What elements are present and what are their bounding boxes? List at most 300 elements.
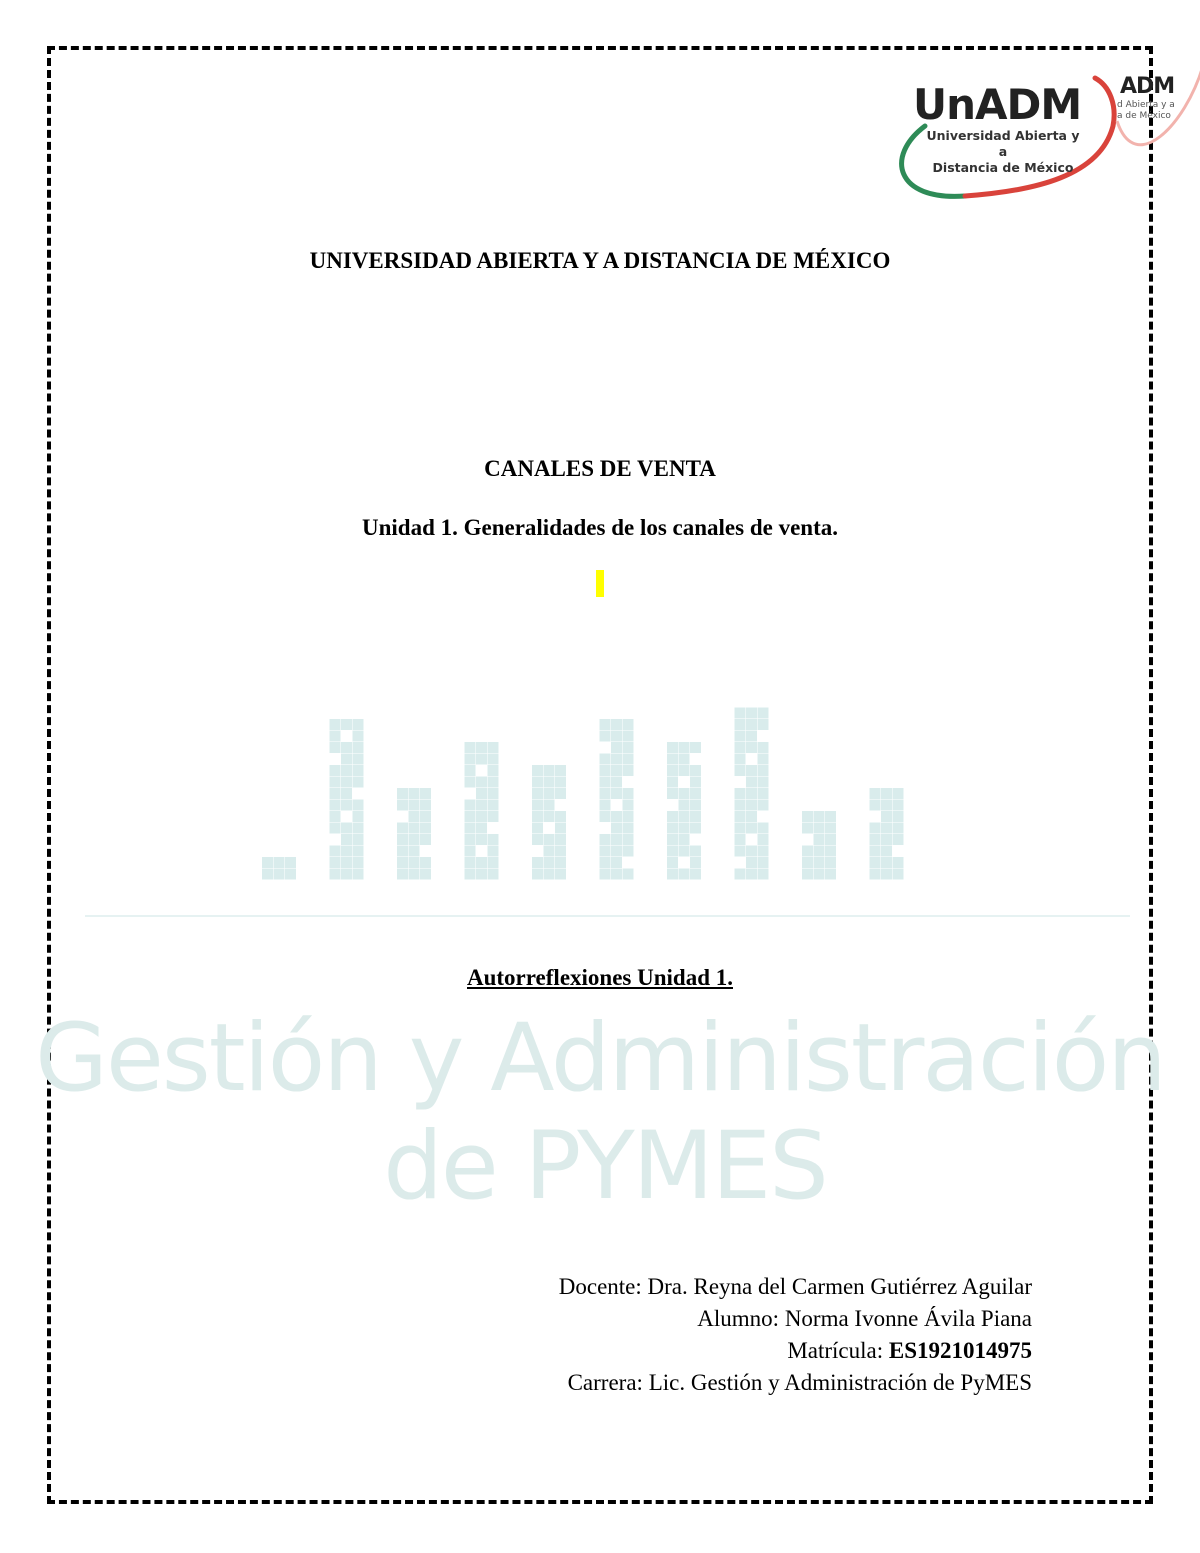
bar-cell — [544, 765, 555, 776]
bar-cell — [397, 788, 408, 799]
bar-cell — [330, 846, 341, 857]
bar-cell — [746, 708, 757, 719]
bar-cell — [555, 811, 566, 822]
bar-cell — [555, 823, 566, 834]
bar-cell — [353, 800, 364, 811]
bar-cell — [409, 857, 420, 868]
bar-cell — [893, 857, 904, 868]
bar-cell — [341, 800, 352, 811]
bar-cell — [814, 857, 825, 868]
bar-cell — [611, 823, 622, 834]
bar-cell — [274, 857, 285, 868]
bar-cell — [623, 742, 634, 753]
bar-cell — [476, 869, 487, 880]
bar-cell — [881, 823, 892, 834]
bar-cell — [679, 811, 690, 822]
bar-cell — [746, 731, 757, 742]
bar-cell — [476, 823, 487, 834]
bar-cell — [420, 800, 431, 811]
carrera-label: Carrera: — [567, 1370, 649, 1395]
decorative-bar — [870, 788, 904, 880]
bar-cell — [330, 742, 341, 753]
bar-cell — [353, 742, 364, 753]
bar-cell — [735, 708, 746, 719]
docente-value: Dra. Reyna del Carmen Gutiérrez Aguilar — [647, 1274, 1032, 1299]
bar-cell — [667, 869, 678, 880]
bar-cell — [870, 800, 881, 811]
bar-cell — [341, 742, 352, 753]
bar-cell — [893, 788, 904, 799]
bar-cell — [690, 742, 701, 753]
bar-cell — [758, 708, 769, 719]
carrera-value: Lic. Gestión y Administración de PyMES — [648, 1370, 1032, 1395]
bar-cell — [476, 811, 487, 822]
bar-cell — [544, 834, 555, 845]
bar-cell — [465, 754, 476, 765]
bar-cell — [735, 800, 746, 811]
bar-cell — [600, 857, 611, 868]
bar-cell — [690, 777, 701, 788]
bar-cell — [353, 719, 364, 730]
bar-cell — [623, 811, 634, 822]
bar-cell — [397, 800, 408, 811]
bar-cell — [409, 823, 420, 834]
bar-cell — [690, 800, 701, 811]
watermark-line1: Gestión y Administración — [35, 1004, 1165, 1113]
logo-ghost-name: ADM — [1120, 74, 1175, 99]
bar-cell — [341, 754, 352, 765]
alumno-label: Alumno: — [697, 1306, 785, 1331]
bar-cell — [679, 800, 690, 811]
bar-cell — [611, 834, 622, 845]
bar-cell — [465, 834, 476, 845]
bar-cell — [555, 857, 566, 868]
bar-cell — [600, 754, 611, 765]
bar-cell — [532, 800, 543, 811]
bar-cell — [893, 811, 904, 822]
decorative-bar — [600, 719, 634, 880]
section-subtitle — [0, 965, 1200, 991]
bar-cell — [409, 788, 420, 799]
bar-cell — [690, 823, 701, 834]
bar-cell — [488, 846, 499, 857]
bar-cell — [555, 846, 566, 857]
bar-cell — [667, 834, 678, 845]
bar-cell — [330, 731, 341, 742]
bar-cell — [746, 777, 757, 788]
bar-cell — [330, 823, 341, 834]
bar-cell — [758, 788, 769, 799]
bar-cell — [420, 823, 431, 834]
bar-cell — [881, 869, 892, 880]
bar-cell — [353, 765, 364, 776]
bar-cell — [611, 742, 622, 753]
bar-cell — [274, 869, 285, 880]
bar-cell — [814, 846, 825, 857]
bar-cell — [330, 869, 341, 880]
bar-cell — [623, 765, 634, 776]
bar-cell — [814, 811, 825, 822]
bar-cell — [476, 754, 487, 765]
docente-line — [559, 1271, 1032, 1303]
bar-cell — [330, 765, 341, 776]
bar-cell — [802, 823, 813, 834]
bar-cell — [420, 834, 431, 845]
bar-cell — [611, 765, 622, 776]
bar-cell — [341, 788, 352, 799]
bar-cell — [488, 834, 499, 845]
bar-cell — [488, 765, 499, 776]
bar-cell — [735, 719, 746, 730]
bar-cell — [735, 742, 746, 753]
bar-cell — [746, 823, 757, 834]
bar-cell — [746, 811, 757, 822]
bar-cell — [802, 869, 813, 880]
bar-cell — [544, 788, 555, 799]
university-name: UNIVERSIDAD ABIERTA Y A DISTANCIA DE MÉXICO — [309, 248, 891, 273]
bar-cell — [341, 719, 352, 730]
bar-cell — [544, 846, 555, 857]
bar-cell — [476, 788, 487, 799]
bar-cell — [623, 788, 634, 799]
bar-cell — [544, 811, 555, 822]
bar-cell — [476, 742, 487, 753]
bar-cell — [353, 754, 364, 765]
bar-cell — [341, 765, 352, 776]
bar-cell — [544, 800, 555, 811]
bar-cell — [735, 765, 746, 776]
bar-cell — [802, 857, 813, 868]
bar-cell — [397, 869, 408, 880]
bar-cell — [555, 869, 566, 880]
bar-cell — [341, 869, 352, 880]
bar-cell — [555, 765, 566, 776]
divider-line — [85, 915, 1130, 917]
bar-cell — [341, 834, 352, 845]
bar-cell — [758, 777, 769, 788]
bar-cell — [476, 857, 487, 868]
bar-cell — [465, 857, 476, 868]
bar-cell — [611, 788, 622, 799]
bar-cell — [409, 811, 420, 822]
bar-cell — [870, 869, 881, 880]
bar-cell — [600, 800, 611, 811]
bar-cell — [690, 857, 701, 868]
bar-cell — [532, 857, 543, 868]
bar-cell — [532, 788, 543, 799]
decorative-bar — [465, 742, 499, 880]
bar-cell — [758, 823, 769, 834]
matricula-value: ES1921014975 — [888, 1338, 1032, 1363]
bar-cell — [544, 857, 555, 868]
logo-subtitle-line1: Universidad Abierta y a — [926, 128, 1080, 159]
bar-cell — [532, 765, 543, 776]
bar-cell — [758, 834, 769, 845]
bar-cell — [600, 811, 611, 822]
decorative-bar — [802, 811, 836, 880]
bar-cell — [330, 857, 341, 868]
bar-cell — [746, 719, 757, 730]
bar-cell — [870, 834, 881, 845]
logo-name: UnADM — [913, 80, 1082, 129]
author-info — [559, 1271, 1032, 1399]
bar-cell — [397, 834, 408, 845]
bar-cell — [330, 788, 341, 799]
alumno-line — [559, 1303, 1032, 1335]
bar-cell — [667, 823, 678, 834]
bar-cell — [285, 857, 296, 868]
bar-cell — [758, 754, 769, 765]
bar-cell — [341, 777, 352, 788]
bar-cell — [623, 719, 634, 730]
bar-cell — [667, 754, 678, 765]
bar-cell — [735, 823, 746, 834]
carrera-line — [559, 1367, 1032, 1399]
bar-cell — [611, 869, 622, 880]
bar-cell — [814, 823, 825, 834]
document-title: CANALES DE VENTA — [484, 456, 716, 481]
bar-cell — [409, 834, 420, 845]
decorative-bar — [262, 857, 296, 880]
bar-cell — [870, 846, 881, 857]
bar-cell — [758, 765, 769, 776]
bar-cell — [881, 834, 892, 845]
bar-cell — [600, 846, 611, 857]
bar-cell — [623, 731, 634, 742]
bar-cell — [341, 846, 352, 857]
bar-cell — [488, 754, 499, 765]
bar-cell — [746, 869, 757, 880]
bar-cell — [735, 846, 746, 857]
bar-cell — [667, 765, 678, 776]
bar-cell — [600, 777, 611, 788]
bar-cell — [488, 777, 499, 788]
bar-cell — [488, 788, 499, 799]
bar-cell — [881, 800, 892, 811]
matricula-line — [559, 1335, 1032, 1367]
bar-cell — [555, 788, 566, 799]
bar-cell — [420, 811, 431, 822]
bar-cell — [746, 857, 757, 868]
bar-cell — [600, 869, 611, 880]
bar-cell — [465, 869, 476, 880]
bar-cell — [690, 811, 701, 822]
bar-cell — [758, 719, 769, 730]
bar-cell — [532, 869, 543, 880]
bar-cell — [465, 765, 476, 776]
bar-cell — [611, 811, 622, 822]
bar-cell — [488, 742, 499, 753]
bar-cell — [544, 777, 555, 788]
bar-cell — [802, 846, 813, 857]
bar-cell — [667, 846, 678, 857]
bar-cell — [881, 788, 892, 799]
bar-cell — [465, 846, 476, 857]
bar-cell — [353, 857, 364, 868]
bar-cell — [746, 800, 757, 811]
bar-cell — [825, 846, 836, 857]
docente-label: Docente: — [558, 1274, 648, 1299]
bar-cell — [611, 719, 622, 730]
bar-cell — [623, 800, 634, 811]
bar-cell — [881, 857, 892, 868]
section-subtitle-text: Autorreflexiones Unidad 1. — [467, 965, 733, 990]
logo-ghost-subtitle-line1: d Abierta y a — [1117, 100, 1175, 110]
watermark-line2: de PYMES — [383, 1112, 827, 1221]
decorative-bar — [532, 765, 566, 880]
bar-cell — [488, 857, 499, 868]
bar-cell — [735, 834, 746, 845]
bar-cell — [881, 811, 892, 822]
bar-cell — [555, 834, 566, 845]
bar-cell — [600, 765, 611, 776]
bar-cell — [330, 800, 341, 811]
bar-cell — [870, 857, 881, 868]
bar-cell — [825, 869, 836, 880]
bar-cell — [735, 788, 746, 799]
bar-cell — [758, 869, 769, 880]
bar-cell — [420, 869, 431, 880]
bar-cell — [330, 811, 341, 822]
bar-cell — [611, 846, 622, 857]
bar-cell — [353, 777, 364, 788]
bar-cell — [814, 869, 825, 880]
bar-cell — [679, 823, 690, 834]
bar-cell — [409, 800, 420, 811]
bar-cell — [611, 777, 622, 788]
bar-cell — [623, 754, 634, 765]
bar-cell — [758, 846, 769, 857]
logo-subtitle-line2: Distancia de México — [932, 160, 1074, 175]
bar-cell — [476, 777, 487, 788]
bar-cell — [353, 834, 364, 845]
bar-cell — [397, 857, 408, 868]
bar-cell — [555, 777, 566, 788]
bar-cell — [746, 788, 757, 799]
bar-cell — [544, 869, 555, 880]
bar-cell — [746, 765, 757, 776]
bar-cell — [600, 731, 611, 742]
bar-cell — [341, 823, 352, 834]
bar-cell — [667, 857, 678, 868]
bar-cell — [600, 834, 611, 845]
bar-cell — [420, 857, 431, 868]
bar-cell — [758, 857, 769, 868]
bar-cell — [735, 731, 746, 742]
bar-cell — [690, 869, 701, 880]
bar-cell — [420, 788, 431, 799]
bar-cell — [623, 823, 634, 834]
bar-cell — [465, 811, 476, 822]
bar-cell — [679, 834, 690, 845]
bar-cell — [330, 777, 341, 788]
bar-cell — [679, 788, 690, 799]
bar-cell — [825, 823, 836, 834]
logo-ghost-subtitle-line2: a de México — [1117, 111, 1171, 121]
bar-cell — [397, 823, 408, 834]
bar-cell — [532, 823, 543, 834]
bar-cell — [623, 834, 634, 845]
bar-cell — [409, 869, 420, 880]
bar-cell — [870, 788, 881, 799]
bar-cell — [690, 788, 701, 799]
bar-cell — [611, 754, 622, 765]
bar-cell — [611, 857, 622, 868]
bar-cell — [611, 731, 622, 742]
bar-cell — [488, 800, 499, 811]
decorative-bar — [735, 708, 769, 880]
bar-cell — [532, 777, 543, 788]
bar-cell — [893, 800, 904, 811]
bar-cell — [667, 742, 678, 753]
bar-cell — [465, 777, 476, 788]
bar-cell — [746, 742, 757, 753]
bar-cell — [735, 869, 746, 880]
bar-cell — [262, 869, 273, 880]
bar-cell — [465, 823, 476, 834]
bar-cell — [735, 754, 746, 765]
bar-cell — [488, 869, 499, 880]
bar-cell — [353, 846, 364, 857]
bar-cell — [825, 811, 836, 822]
bar-cell — [409, 846, 420, 857]
bar-cell — [476, 834, 487, 845]
bar-cell — [600, 788, 611, 799]
bar-cell — [285, 869, 296, 880]
bar-cell — [262, 857, 273, 868]
alumno-value: Norma Ivonne Ávila Piana — [784, 1306, 1032, 1331]
matricula-label: Matrícula: — [787, 1338, 889, 1363]
bar-cell — [353, 731, 364, 742]
bar-cell — [893, 823, 904, 834]
bar-cell — [353, 869, 364, 880]
bar-cell — [802, 811, 813, 822]
bar-cell — [690, 846, 701, 857]
bar-cell — [532, 834, 543, 845]
bar-cell — [814, 834, 825, 845]
bar-cell — [679, 754, 690, 765]
bar-cell — [465, 742, 476, 753]
bar-cell — [667, 811, 678, 822]
bar-cell — [600, 719, 611, 730]
bar-cell — [465, 800, 476, 811]
bar-cell — [870, 823, 881, 834]
bar-cell — [825, 834, 836, 845]
bar-cell — [679, 869, 690, 880]
bar-cell — [893, 834, 904, 845]
bar-cell — [825, 857, 836, 868]
bar-cell — [881, 846, 892, 857]
bar-cell — [746, 846, 757, 857]
bar-cell — [667, 777, 678, 788]
bar-cell — [758, 742, 769, 753]
bar-cell — [679, 846, 690, 857]
bar-cell — [893, 869, 904, 880]
bar-cell — [623, 869, 634, 880]
decorative-bar — [667, 742, 701, 880]
bar-cell — [488, 811, 499, 822]
decorative-bar — [397, 788, 431, 880]
bar-cell — [341, 857, 352, 868]
bar-cell — [476, 800, 487, 811]
bar-cell — [758, 800, 769, 811]
bar-cell — [353, 811, 364, 822]
decorative-bar — [330, 719, 364, 880]
bar-cell — [679, 765, 690, 776]
unit-title: Unidad 1. Generalidades de los canales de venta. — [361, 515, 838, 540]
bar-cell — [623, 846, 634, 857]
bar-cell — [353, 823, 364, 834]
